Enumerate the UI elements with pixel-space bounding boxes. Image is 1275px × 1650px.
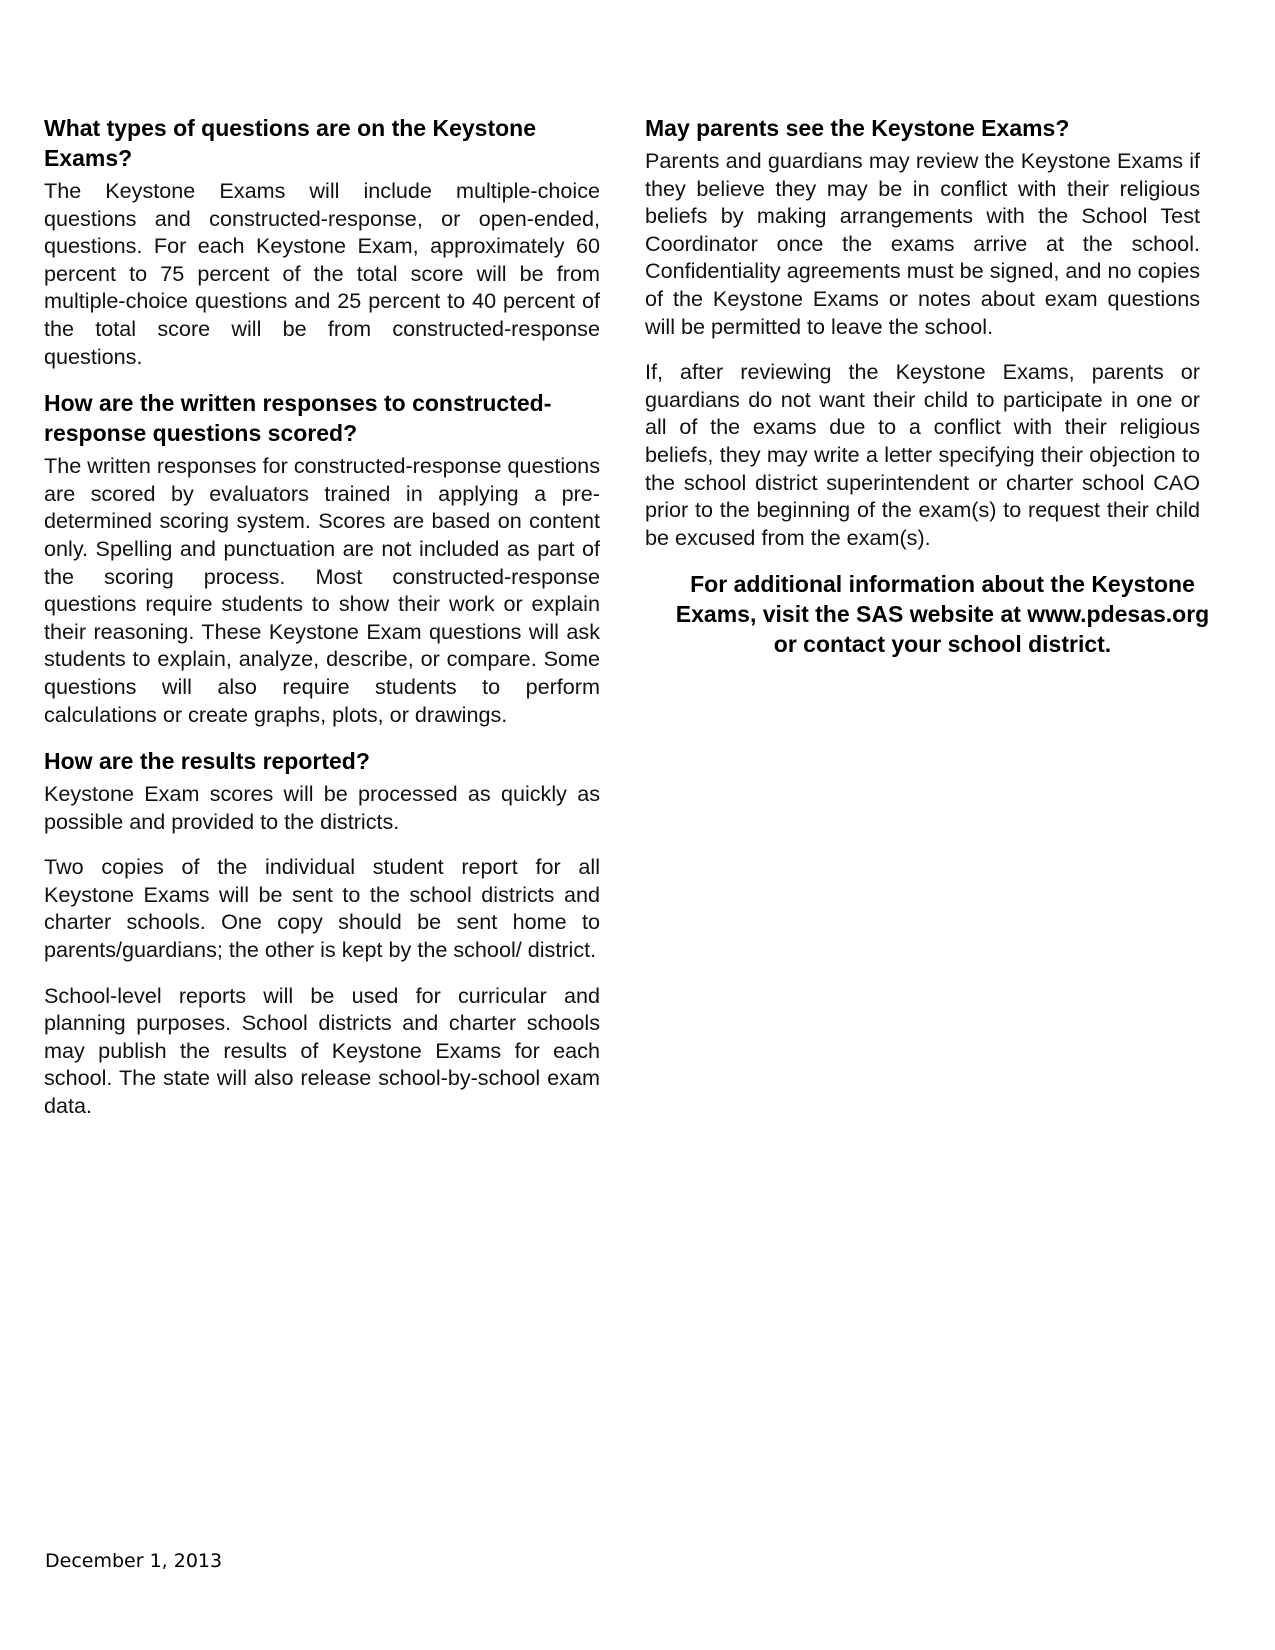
section-heading: May parents see the Keystone Exams? — [645, 115, 1070, 141]
section-heading: How are the results reported? — [44, 748, 370, 775]
callout-line: Exams, visit the SAS website at www.pdesas.org — [675, 601, 1210, 628]
section-question-types — [44, 113, 600, 370]
section-paragraph: School-level reports will be used for curricular and planning purposes. School districts and charter schools may publish the results of Keystone Exams for each school. The state will also release school-by-school exam data. — [44, 982, 600, 1119]
left-column — [44, 113, 600, 1138]
right-column — [645, 113, 1210, 659]
section-paragraph: The written responses for constructed-response questions are scored by evaluators trained in applying a pre-determined scoring system. Scores are based on content only. Spelling and punctuation are not included as part of the scoring process. Most constructed-response questions require students to show their work or explain their reasoning. These Keystone Exam questions will ask students to explain, analyze, describe, or compare. Some questions will also require students to perform calculations or create graphs, plots, or drawings. — [44, 453, 600, 727]
section-results — [44, 746, 600, 1120]
section-heading: How are the written responses to constructed-response questions scored? — [44, 390, 552, 447]
section-paragraph: Two copies of the individual student report for all Keystone Exams will be sent to the school districts and charter schools. One copy should be sent home to parents/guardians; the other is kept by the school/ district. — [44, 854, 600, 963]
section-heading: What types of questions are on the Keystone Exams? — [44, 115, 537, 171]
section-scoring — [44, 388, 600, 728]
footer-date: December 1, 2013 — [45, 1550, 223, 1572]
section-parents-review — [645, 113, 1200, 551]
section-paragraph: If, after reviewing the Keystone Exams, parents or guardians do not want their child to participate in one or all of the exams due to a conflict with their religious beliefs, they may write a letter specifying their objection to the school district superintendent or charter school CAO prior to the beginning of the exam(s) to request their child be excused from the exam(s). — [645, 359, 1200, 550]
callout-line: For additional information about the Keystone — [690, 571, 1195, 598]
section-paragraph: Parents and guardians may review the Keystone Exams if they believe they may be in conflict with their religious beliefs by making arrangements with the School Test Coordinator once the exams arrive at the school. Confidentiality agreements must be signed, and no copies of the Keystone Exams or notes about exam questions will be permitted to leave the school. — [645, 148, 1200, 339]
section-paragraph: The Keystone Exams will include multiple-choice questions and constructed-response, or open-ended, questions. For each Keystone Exam, approximately 60 percent to 75 percent of the total score will be from multiple-choice questions and 25 percent to 40 percent of the total score will be from constructed-response questions. — [44, 178, 600, 369]
additional-info-callout — [660, 569, 1225, 659]
section-paragraph: Keystone Exam scores will be processed as quickly as possible and provided to the districts. — [44, 781, 600, 834]
callout-line: or contact your school district. — [773, 631, 1112, 658]
